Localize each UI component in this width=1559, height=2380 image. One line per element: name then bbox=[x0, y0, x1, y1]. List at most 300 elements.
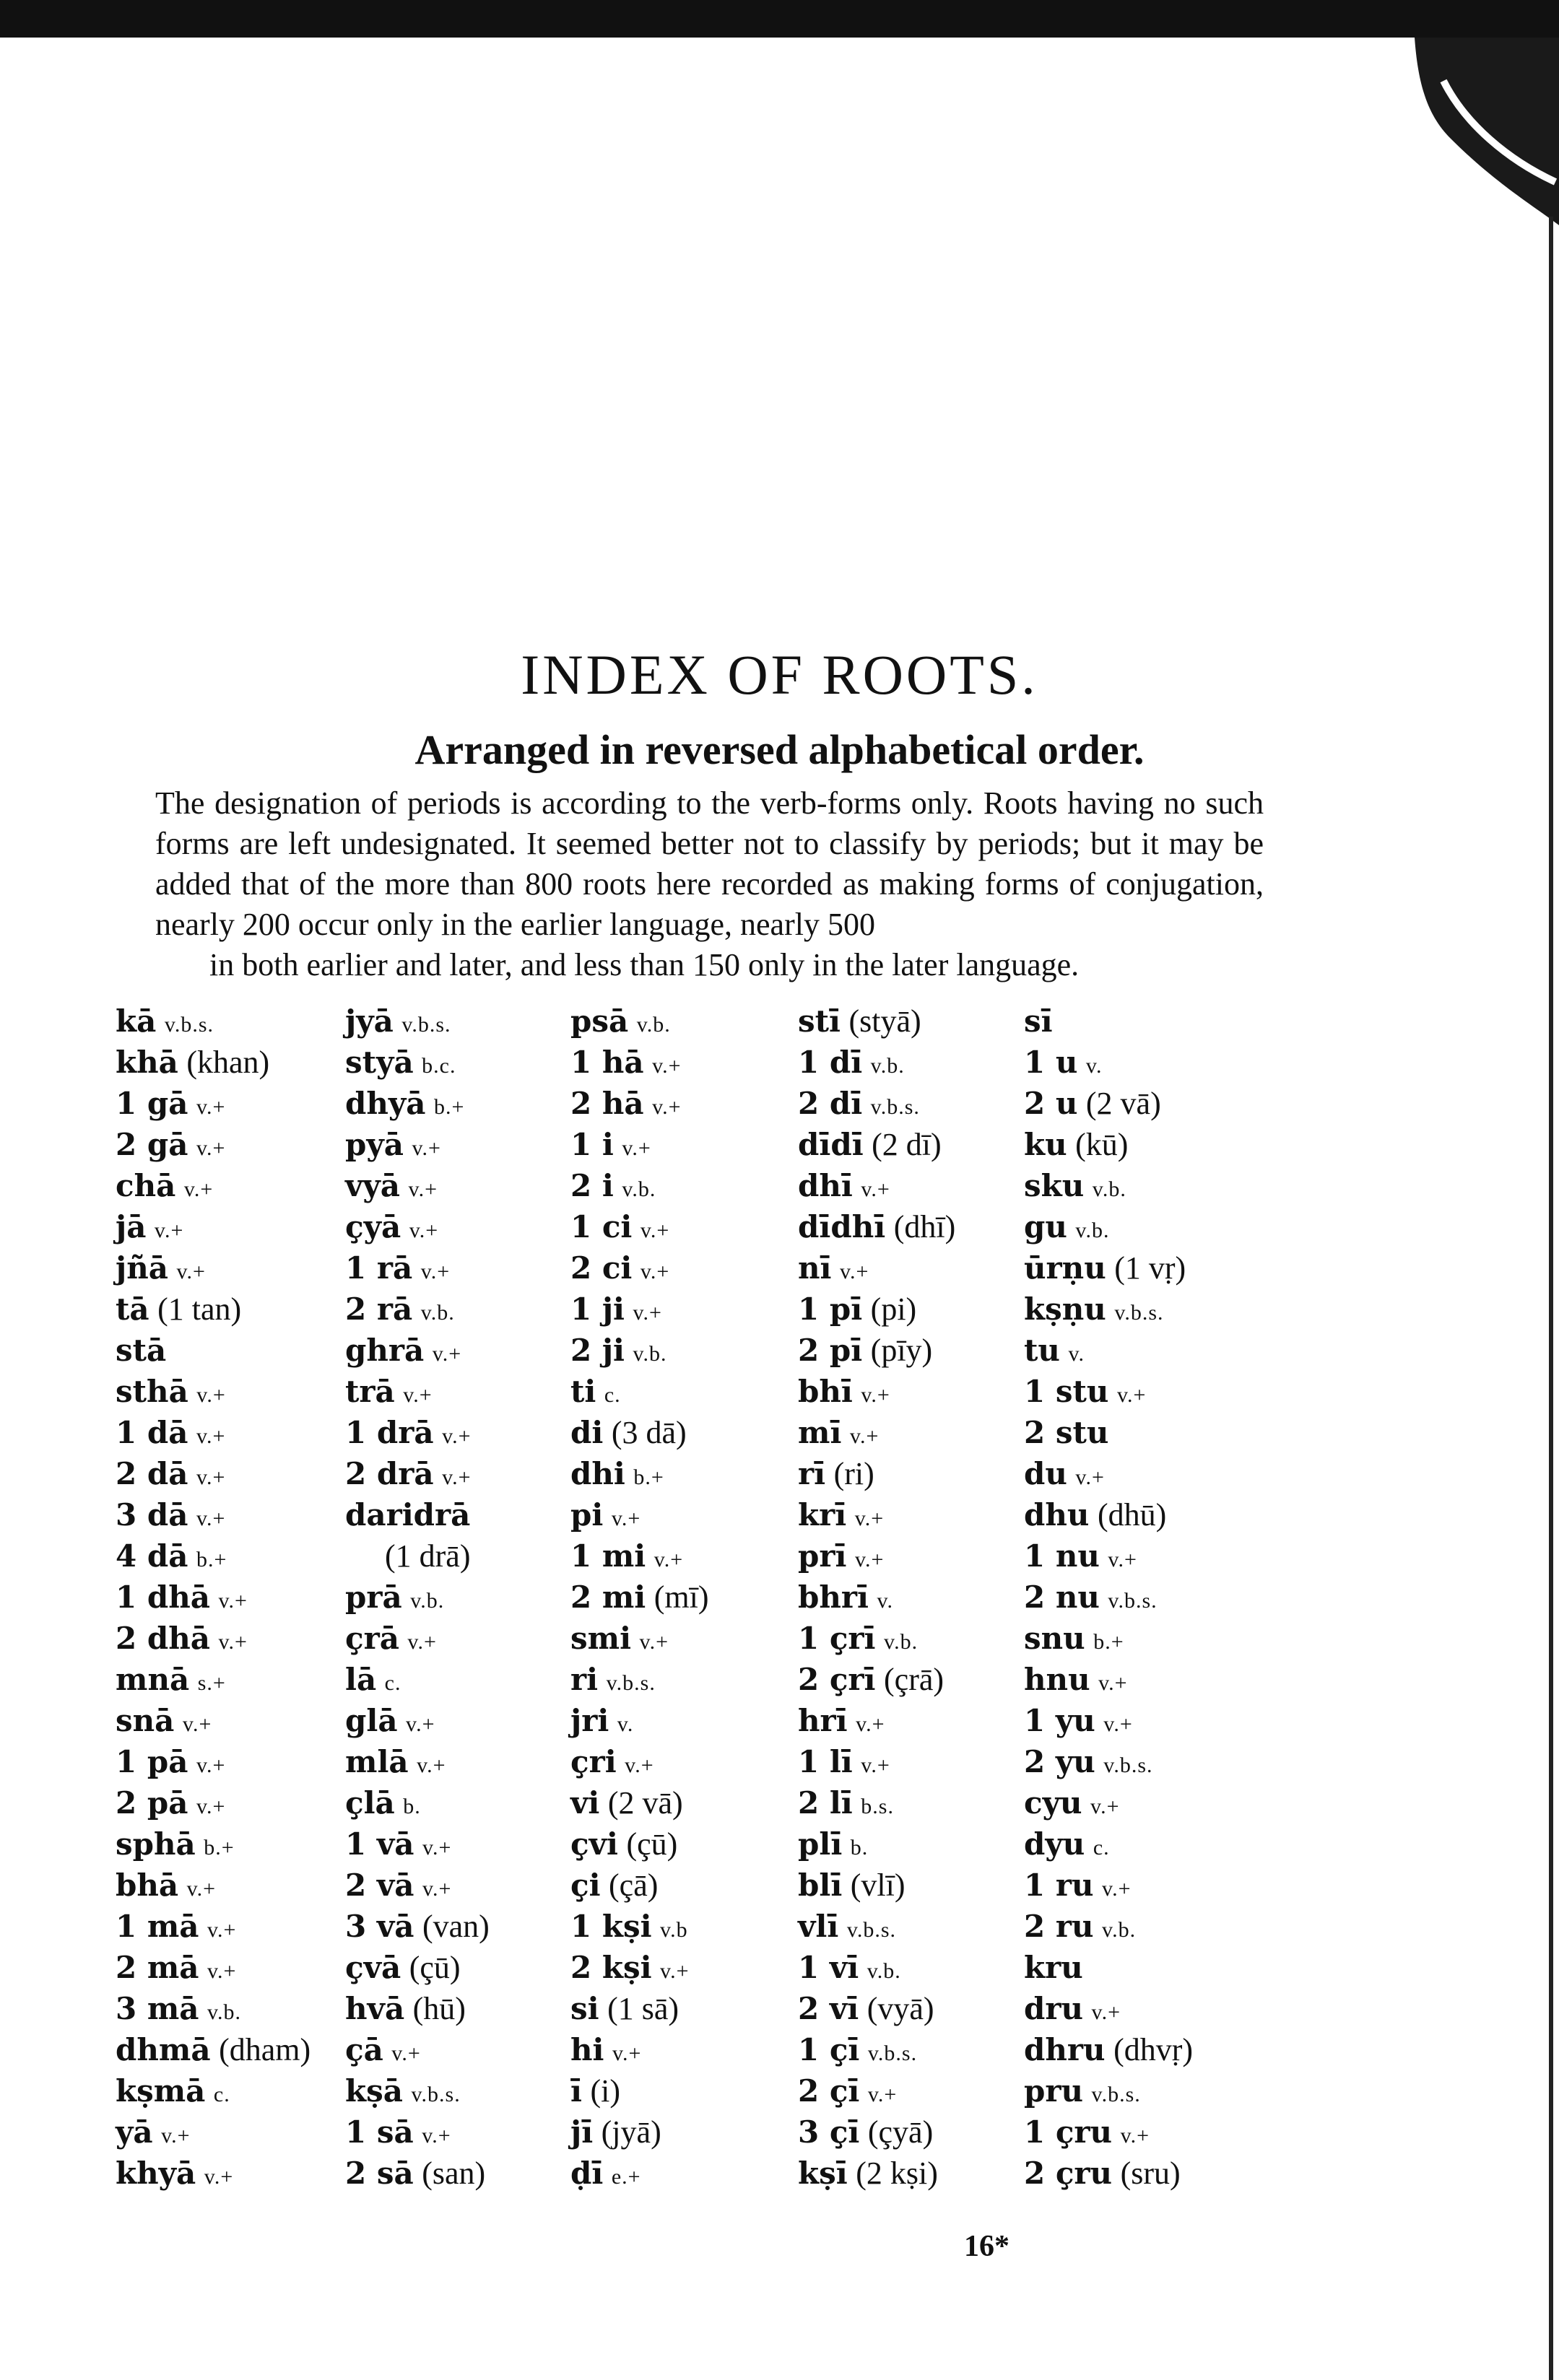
root-word: 2 mā bbox=[116, 1950, 199, 1985]
root-word: 2 mi bbox=[570, 1579, 646, 1615]
period-designation: v.+ bbox=[432, 1342, 462, 1366]
period-designation: v.+ bbox=[1090, 1795, 1120, 1818]
root-word: psā bbox=[570, 1003, 629, 1039]
period-designation: v.+ bbox=[1108, 1548, 1137, 1572]
root-word: 1 dā bbox=[116, 1415, 188, 1450]
root-word: mnā bbox=[116, 1662, 190, 1697]
root-entry bbox=[570, 1576, 809, 1617]
root-word: prā bbox=[345, 1579, 402, 1615]
root-entry bbox=[798, 1041, 1036, 1082]
cross-reference: (pīy) bbox=[870, 1333, 933, 1368]
root-word: dhi bbox=[570, 1456, 625, 1491]
root-entry bbox=[570, 2152, 809, 2193]
root-entry bbox=[1024, 1000, 1262, 1041]
root-word: 2 u bbox=[1024, 1086, 1078, 1121]
root-entry bbox=[570, 1370, 809, 1411]
cross-reference: (dham) bbox=[219, 2032, 311, 2067]
root-entry bbox=[798, 1247, 1036, 1288]
root-word: 2 pī bbox=[798, 1333, 863, 1368]
root-word: daridrā bbox=[345, 1497, 471, 1533]
root-word: dhyā bbox=[345, 1086, 426, 1121]
cross-reference: (2 vā) bbox=[1085, 1086, 1161, 1121]
root-word: 1 çrī bbox=[798, 1621, 876, 1656]
root-word: kṣṇu bbox=[1024, 1291, 1106, 1327]
root-word: kā bbox=[116, 1003, 157, 1039]
root-word: 1 pī bbox=[798, 1291, 863, 1327]
root-word: ti bbox=[570, 1374, 596, 1409]
period-designation: b.s. bbox=[861, 1795, 894, 1818]
root-word: styā bbox=[345, 1045, 414, 1080]
root-word: 1 nu bbox=[1024, 1538, 1100, 1574]
root-entry bbox=[345, 1000, 583, 1041]
root-word: chā bbox=[116, 1168, 176, 1203]
root-entry bbox=[570, 2070, 809, 2111]
period-designation: b.+ bbox=[204, 1836, 235, 1860]
root-word: 2 vā bbox=[345, 1867, 414, 1903]
cross-reference: (van) bbox=[422, 1909, 490, 1944]
root-entry bbox=[1024, 1164, 1262, 1206]
cross-reference: (1 vṛ) bbox=[1114, 1250, 1186, 1286]
root-word: mī bbox=[798, 1415, 842, 1450]
root-entry bbox=[345, 1123, 583, 1164]
root-entry bbox=[345, 1452, 583, 1494]
root-word: jā bbox=[116, 1209, 147, 1245]
root-entry bbox=[116, 1864, 354, 1905]
root-word: çā bbox=[345, 2032, 383, 2067]
root-word: 1 ji bbox=[570, 1291, 625, 1327]
period-designation: c. bbox=[604, 1383, 621, 1407]
root-entry bbox=[116, 1782, 354, 1823]
period-designation: c. bbox=[213, 2083, 230, 2106]
period-designation: b. bbox=[850, 1836, 869, 1860]
period-designation: v.b. bbox=[1075, 1219, 1110, 1242]
root-word: 1 dī bbox=[798, 1045, 863, 1080]
cross-reference: (2 vā) bbox=[607, 1785, 683, 1821]
root-word: 2 gā bbox=[116, 1127, 188, 1162]
root-word: rī bbox=[798, 1456, 826, 1491]
root-entry bbox=[798, 1740, 1036, 1782]
cross-reference: (sru) bbox=[1120, 2155, 1181, 2191]
root-word: 2 kṣi bbox=[570, 1950, 652, 1985]
root-word: 1 u bbox=[1024, 1045, 1078, 1080]
root-entry bbox=[1024, 1617, 1262, 1658]
root-entry bbox=[798, 1823, 1036, 1864]
root-entry bbox=[798, 1987, 1036, 2028]
cross-reference: (2 kṣi) bbox=[856, 2155, 938, 2191]
root-word: 2 dī bbox=[798, 1086, 863, 1121]
root-entry bbox=[798, 1288, 1036, 1329]
cross-reference: (3 dā) bbox=[611, 1415, 687, 1450]
root-entry bbox=[570, 1699, 809, 1740]
root-entry bbox=[116, 1452, 354, 1494]
root-word: 4 dā bbox=[116, 1538, 188, 1574]
root-word: tu bbox=[1024, 1333, 1060, 1368]
root-entry bbox=[798, 1699, 1036, 1740]
root-entry bbox=[1024, 1123, 1262, 1164]
root-word: çvā bbox=[345, 1950, 401, 1985]
root-entry bbox=[570, 1535, 809, 1576]
period-designation: v.+ bbox=[1116, 1383, 1147, 1407]
root-word: 1 lī bbox=[798, 1744, 853, 1779]
root-entry bbox=[116, 1946, 354, 1987]
root-entry bbox=[345, 1535, 583, 1576]
root-column-4 bbox=[798, 1000, 1036, 2193]
cross-reference: (styā) bbox=[848, 1003, 921, 1039]
root-word: bhā bbox=[116, 1867, 179, 1903]
root-entry bbox=[798, 2152, 1036, 2193]
root-word: smi bbox=[570, 1621, 632, 1656]
root-word: kru bbox=[1024, 1950, 1083, 1985]
period-designation: v.+ bbox=[417, 1753, 446, 1777]
root-word: sī bbox=[1024, 1003, 1053, 1039]
period-designation: v.b. bbox=[410, 1589, 445, 1613]
cross-reference: (pi) bbox=[870, 1291, 917, 1327]
root-word: 1 sā bbox=[345, 2114, 414, 2150]
root-entry bbox=[345, 1823, 583, 1864]
period-designation: v.+ bbox=[1075, 1465, 1105, 1489]
root-word: dru bbox=[1024, 1991, 1084, 2026]
root-word: 1 i bbox=[570, 1127, 614, 1162]
root-entry bbox=[570, 1411, 809, 1452]
root-entry bbox=[798, 2070, 1036, 2111]
root-entry bbox=[1024, 2070, 1262, 2111]
root-entry bbox=[1024, 1041, 1262, 1082]
scan-top-border bbox=[0, 0, 1559, 38]
period-designation: v.+ bbox=[422, 1836, 452, 1860]
root-word: jī bbox=[570, 2114, 594, 2150]
period-designation: v.+ bbox=[196, 1465, 226, 1489]
root-entry bbox=[570, 1740, 809, 1782]
period-designation: v.+ bbox=[861, 1383, 890, 1407]
period-designation: v.+ bbox=[622, 1136, 651, 1160]
period-designation: s.+ bbox=[197, 1671, 226, 1695]
root-entry bbox=[1024, 1946, 1262, 1987]
root-word: 1 pā bbox=[116, 1744, 188, 1779]
period-designation: v.+ bbox=[196, 1424, 226, 1448]
cross-reference: (1 tan) bbox=[157, 1291, 242, 1327]
period-designation: v.+ bbox=[856, 1712, 885, 1736]
root-word: khyā bbox=[116, 2155, 196, 2191]
period-designation: v.b bbox=[660, 1918, 688, 1942]
period-designation: v.+ bbox=[207, 1959, 237, 1983]
period-designation: v.+ bbox=[840, 1260, 869, 1283]
period-designation: v.+ bbox=[204, 2165, 234, 2189]
root-entry bbox=[570, 1452, 809, 1494]
root-word: di bbox=[570, 1415, 604, 1450]
root-word: cyu bbox=[1024, 1785, 1082, 1821]
period-designation: v.+ bbox=[391, 2041, 421, 2065]
period-designation: v.+ bbox=[176, 1260, 206, 1283]
root-entry bbox=[116, 1576, 354, 1617]
root-word: 3 mā bbox=[116, 1991, 199, 2026]
root-word: dhī bbox=[798, 1168, 853, 1203]
root-entry bbox=[1024, 1823, 1262, 1864]
root-entry bbox=[1024, 1288, 1262, 1329]
root-entry bbox=[345, 1740, 583, 1782]
root-word: 2 vī bbox=[798, 1991, 859, 2026]
period-designation: v.+ bbox=[652, 1095, 682, 1119]
period-designation: v.+ bbox=[861, 1753, 890, 1777]
period-designation: v.b. bbox=[622, 1177, 656, 1201]
page-subtitle: Arranged in reversed alphabetical order. bbox=[414, 726, 1145, 773]
root-entry bbox=[798, 2028, 1036, 2070]
root-entry bbox=[1024, 1576, 1262, 1617]
root-entry bbox=[116, 2152, 354, 2193]
page-curl-decoration bbox=[1386, 38, 1559, 254]
root-entry bbox=[116, 1535, 354, 1576]
period-designation: v.+ bbox=[420, 1260, 451, 1283]
period-designation: v.b.s. bbox=[1103, 1753, 1153, 1777]
root-word: hnu bbox=[1024, 1662, 1090, 1697]
root-entry bbox=[1024, 1082, 1262, 1123]
period-designation: v.+ bbox=[1091, 2000, 1121, 2024]
root-entry bbox=[116, 1329, 354, 1370]
root-entry bbox=[798, 1452, 1036, 1494]
intro-line: forms of conjugation, nearly 200 occur only in the earlier language, nearly 500 bbox=[155, 866, 1264, 942]
root-entry bbox=[798, 1000, 1036, 1041]
period-designation: v.+ bbox=[660, 1959, 690, 1983]
root-word: jyā bbox=[345, 1003, 394, 1039]
root-word: 2 ru bbox=[1024, 1909, 1094, 1944]
cross-reference: (san) bbox=[422, 2155, 486, 2191]
root-entry bbox=[345, 1370, 583, 1411]
root-word: trā bbox=[345, 1374, 395, 1409]
root-word: du bbox=[1024, 1456, 1067, 1491]
root-word: 2 pā bbox=[116, 1785, 188, 1821]
root-word: pru bbox=[1024, 2073, 1084, 2109]
root-word: plī bbox=[798, 1826, 843, 1862]
cross-reference: (jyā) bbox=[601, 2114, 661, 2150]
root-word: 2 nu bbox=[1024, 1579, 1100, 1615]
period-designation: v.+ bbox=[625, 1753, 654, 1777]
root-entry bbox=[116, 1617, 354, 1658]
cross-reference: (dhū) bbox=[1097, 1497, 1167, 1533]
root-entry bbox=[798, 1905, 1036, 1946]
period-designation: v.+ bbox=[640, 1260, 670, 1283]
period-designation: v.+ bbox=[653, 1548, 684, 1572]
root-entry bbox=[570, 1247, 809, 1288]
root-entry bbox=[116, 1247, 354, 1288]
cross-reference: (i) bbox=[590, 2073, 620, 2109]
root-word: 1 gā bbox=[116, 1086, 188, 1121]
period-designation: e.+ bbox=[611, 2165, 641, 2189]
period-designation: v.+ bbox=[207, 1918, 237, 1942]
root-word: 3 vā bbox=[345, 1909, 414, 1944]
root-word: sthā bbox=[116, 1374, 188, 1409]
root-entry bbox=[798, 1658, 1036, 1699]
root-entry bbox=[345, 1206, 583, 1247]
root-word: 1 çī bbox=[798, 2032, 860, 2067]
root-entry bbox=[570, 2111, 809, 2152]
root-word: nī bbox=[798, 1250, 832, 1286]
scan-right-edge bbox=[1549, 217, 1553, 2380]
root-entry bbox=[798, 1576, 1036, 1617]
root-entry bbox=[798, 1123, 1036, 1164]
root-word: 1 stu bbox=[1024, 1374, 1109, 1409]
period-designation: v.+ bbox=[854, 1507, 885, 1530]
period-designation: v.+ bbox=[422, 1877, 452, 1901]
period-designation: v.b.s. bbox=[606, 1671, 656, 1695]
period-designation: v.b.s. bbox=[401, 1013, 451, 1037]
period-designation: v.+ bbox=[849, 1424, 880, 1448]
period-designation: v.+ bbox=[1102, 1877, 1132, 1901]
root-word: 1 mā bbox=[116, 1909, 199, 1944]
root-entry bbox=[570, 1123, 809, 1164]
period-designation: b.+ bbox=[633, 1465, 664, 1489]
cross-reference: (dhvṛ) bbox=[1113, 2032, 1194, 2067]
root-word: kṣā bbox=[345, 2073, 403, 2109]
root-entry bbox=[1024, 1535, 1262, 1576]
root-word: ku bbox=[1024, 1127, 1067, 1162]
root-entry bbox=[570, 1288, 809, 1329]
root-word: krī bbox=[798, 1497, 847, 1533]
period-designation: v.+ bbox=[854, 1548, 885, 1572]
period-designation: v.+ bbox=[154, 1219, 184, 1242]
root-word: gu bbox=[1024, 1209, 1067, 1245]
period-designation: v.+ bbox=[218, 1589, 248, 1613]
root-word: bhrī bbox=[798, 1579, 869, 1615]
root-entry bbox=[570, 1617, 809, 1658]
root-word: 1 mi bbox=[570, 1538, 646, 1574]
root-word: 1 rā bbox=[345, 1250, 413, 1286]
root-entry bbox=[570, 1658, 809, 1699]
root-entry bbox=[798, 1082, 1036, 1123]
root-entry bbox=[570, 1823, 809, 1864]
root-entry bbox=[345, 2070, 583, 2111]
page-title: INDEX OF ROOTS. bbox=[521, 643, 1038, 706]
period-designation: v.+ bbox=[196, 1136, 226, 1160]
root-entry bbox=[345, 1041, 583, 1082]
root-entry bbox=[345, 1617, 583, 1658]
period-designation: v.b. bbox=[207, 2000, 242, 2024]
root-word: 2 sā bbox=[345, 2155, 414, 2191]
root-entry bbox=[1024, 1905, 1262, 1946]
root-word: stā bbox=[116, 1333, 167, 1368]
period-designation: v.b.s. bbox=[1114, 1301, 1164, 1325]
root-entry bbox=[570, 1206, 809, 1247]
period-designation: v.+ bbox=[412, 1136, 441, 1160]
root-word: 2 stu bbox=[1024, 1415, 1109, 1450]
cross-reference: (çyā) bbox=[867, 2114, 934, 2150]
root-word: mlā bbox=[345, 1744, 409, 1779]
period-designation: v.+ bbox=[186, 1877, 217, 1901]
root-word: çri bbox=[570, 1744, 617, 1779]
root-word: ri bbox=[570, 1662, 599, 1697]
period-designation: v.+ bbox=[196, 1753, 226, 1777]
period-designation: v.+ bbox=[403, 1383, 433, 1407]
cross-reference: (khan) bbox=[186, 1045, 270, 1080]
root-word: 2 hā bbox=[570, 1086, 644, 1121]
period-designation: v.b. bbox=[1092, 1177, 1126, 1201]
root-entry bbox=[116, 1823, 354, 1864]
period-designation: v. bbox=[877, 1589, 894, 1613]
cross-reference: (çū) bbox=[626, 1826, 678, 1862]
root-entry bbox=[798, 1864, 1036, 1905]
root-word: dhmā bbox=[116, 2032, 211, 2067]
root-word: 1 drā bbox=[345, 1415, 434, 1450]
root-entry bbox=[1024, 2111, 1262, 2152]
cross-reference: (1 drā) bbox=[385, 1538, 471, 1574]
root-entry bbox=[798, 1164, 1036, 1206]
root-entry bbox=[798, 1329, 1036, 1370]
period-designation: v.b. bbox=[884, 1630, 919, 1654]
root-entry bbox=[116, 1740, 354, 1782]
root-word: dhru bbox=[1024, 2032, 1106, 2067]
root-word: bhī bbox=[798, 1374, 853, 1409]
root-entry bbox=[798, 1411, 1036, 1452]
root-word: dīdhī bbox=[798, 1209, 886, 1245]
root-entry bbox=[345, 1864, 583, 1905]
root-word: vyā bbox=[345, 1168, 401, 1203]
root-word: 1 ru bbox=[1024, 1867, 1094, 1903]
period-designation: b.c. bbox=[422, 1054, 456, 1078]
root-entry bbox=[345, 2152, 583, 2193]
root-entry bbox=[570, 1082, 809, 1123]
root-word: 1 vā bbox=[345, 1826, 414, 1862]
root-word: 2 yu bbox=[1024, 1744, 1095, 1779]
root-entry bbox=[116, 2028, 354, 2070]
cross-reference: (çā) bbox=[609, 1867, 659, 1903]
cross-reference: (dhī) bbox=[893, 1209, 956, 1245]
root-word: dhu bbox=[1024, 1497, 1090, 1533]
root-word: 2 i bbox=[570, 1168, 614, 1203]
root-word: 3 dā bbox=[116, 1497, 188, 1533]
root-word: çvi bbox=[570, 1826, 618, 1862]
period-designation: v.b. bbox=[867, 1959, 901, 1983]
intro-paragraph bbox=[155, 783, 1264, 985]
root-entry bbox=[116, 1041, 354, 1082]
period-designation: v.+ bbox=[639, 1630, 669, 1654]
root-entry bbox=[345, 1164, 583, 1206]
root-entry bbox=[798, 1494, 1036, 1535]
root-entry bbox=[1024, 1452, 1262, 1494]
root-entry bbox=[345, 2028, 583, 2070]
period-designation: v.b. bbox=[636, 1013, 671, 1037]
root-entry bbox=[345, 1987, 583, 2028]
root-entry bbox=[345, 1288, 583, 1329]
root-word: 2 dā bbox=[116, 1456, 188, 1491]
root-entry bbox=[116, 1370, 354, 1411]
root-entry bbox=[798, 1206, 1036, 1247]
cross-reference: (vyā) bbox=[867, 1991, 934, 2026]
root-entry bbox=[1024, 1247, 1262, 1288]
period-designation: v.+ bbox=[652, 1054, 682, 1078]
root-entry bbox=[1024, 1740, 1262, 1782]
root-word: jri bbox=[570, 1703, 609, 1738]
root-word: 1 ci bbox=[570, 1209, 633, 1245]
root-word: 1 dhā bbox=[116, 1579, 210, 1615]
root-entry bbox=[570, 1782, 809, 1823]
period-designation: v.+ bbox=[612, 2041, 642, 2065]
root-entry bbox=[345, 1411, 583, 1452]
period-designation: v.b.s. bbox=[867, 2041, 918, 2065]
root-word: hrī bbox=[798, 1703, 848, 1738]
root-entry bbox=[345, 1576, 583, 1617]
root-entry bbox=[345, 1905, 583, 1946]
root-word: snā bbox=[116, 1703, 175, 1738]
period-designation: v.b.s. bbox=[1108, 1589, 1158, 1613]
root-word: glā bbox=[345, 1703, 398, 1738]
period-designation: v.b.s. bbox=[1091, 2083, 1141, 2106]
root-entry bbox=[116, 1494, 354, 1535]
root-word: pi bbox=[570, 1497, 604, 1533]
cross-reference: (2 dī) bbox=[872, 1127, 942, 1162]
root-word: vlī bbox=[798, 1909, 839, 1944]
period-designation: v.+ bbox=[422, 2124, 451, 2148]
root-entry bbox=[798, 2111, 1036, 2152]
root-entry bbox=[345, 1247, 583, 1288]
root-word: 2 drā bbox=[345, 1456, 434, 1491]
